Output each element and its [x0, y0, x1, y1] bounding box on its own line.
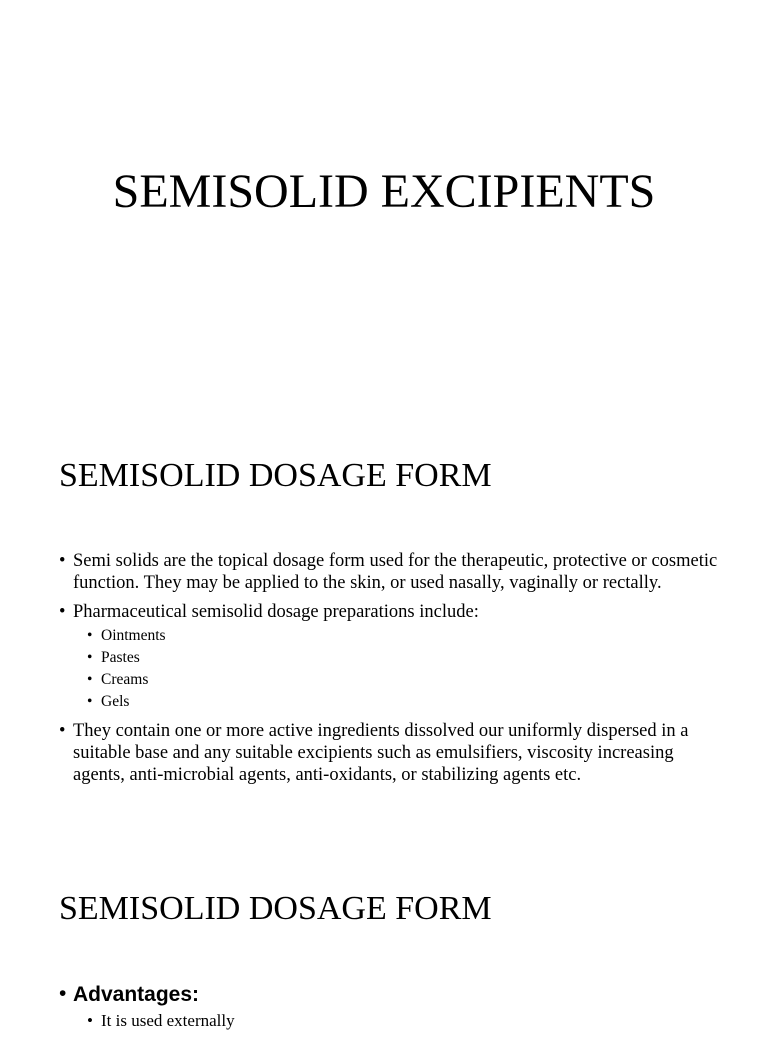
bullet-item: • Semi solids are the topical dosage form used for the therapeutic, protective or cosmetic function. They may be applied to the skin, or used nasally, vaginally or rectally. — [59, 550, 719, 594]
advantages-list — [73, 1010, 719, 1032]
advantages-label: Advantages: — [73, 983, 200, 1006]
slide-heading: SEMISOLID DOSAGE FORM — [59, 457, 492, 494]
preparations-list — [73, 625, 719, 713]
bullet-item — [59, 601, 719, 713]
bullet-item — [59, 981, 719, 1032]
sub-bullet-item: • Creams — [87, 669, 719, 691]
slide-heading: SEMISOLID DOSAGE FORM — [59, 890, 492, 927]
bullet-text: Pharmaceutical semisolid dosage preparations include: — [73, 602, 479, 622]
bullet-list — [59, 981, 719, 1039]
slide-dosage-form-overview — [0, 430, 768, 862]
sub-bullet-item: • Ointments — [87, 625, 719, 647]
sub-bullet-item: • Gels — [87, 691, 719, 713]
slide-dosage-form-advantages — [0, 862, 768, 1030]
sub-bullet-item: • It is used externally — [87, 1010, 719, 1032]
bullet-list — [59, 550, 719, 793]
slide-title — [0, 0, 768, 430]
presentation-title: SEMISOLID EXCIPIENTS — [112, 165, 656, 218]
bullet-item: • They contain one or more active ingredients dissolved our uniformly dispersed in a suitable base and any suitable excipients such as emulsifiers, viscosity increasing agents, anti-microbial agents, anti-oxidants, or stabilizing agents etc. — [59, 720, 719, 786]
sub-bullet-item: • Pastes — [87, 647, 719, 669]
